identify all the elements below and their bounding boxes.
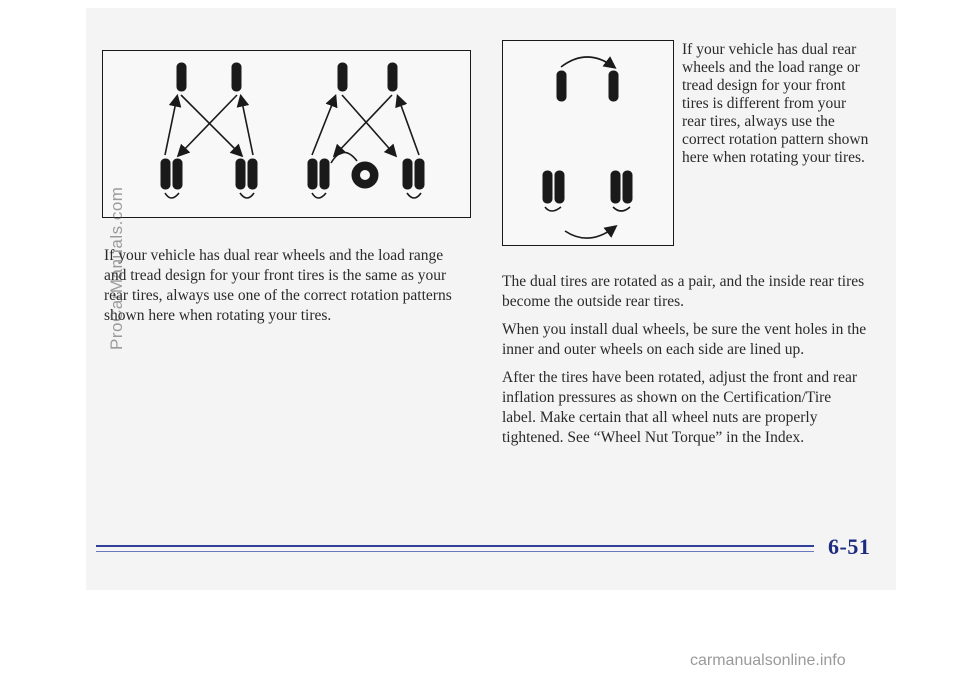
right-column-text: [502, 272, 868, 456]
rear-left-outer-tire: [543, 171, 552, 203]
arrow-front-left-to-rear-right: [181, 95, 241, 155]
arrow-front-right-to-rear-left: [335, 95, 392, 155]
page-number: 6-51: [828, 534, 871, 559]
rear-left-outer-tire: [308, 159, 317, 189]
footer-rule: [96, 545, 814, 547]
rear-right-inner-tire: [403, 159, 412, 189]
arrow-rear-left-to-front-left: [165, 97, 177, 155]
rear-right-swap-arc: [407, 193, 421, 198]
dual-tires-pair-text: The dual tires are rotated as a pair, and the inside rear tires become the outside rear tires.: [502, 273, 865, 310]
watermark-side-text: ProCarManuals.com: [107, 186, 126, 350]
footer-rule-thin: [96, 551, 814, 552]
front-right-tire: [232, 63, 241, 91]
pattern-two-panel: [308, 63, 424, 198]
rear-right-outer-tire: [248, 159, 257, 189]
rotation-diagram-same-tires-drawing: [103, 51, 470, 217]
arrow-front-swap: [561, 57, 614, 67]
front-left-tire: [557, 71, 566, 101]
rear-left-inner-tire: [173, 159, 182, 189]
rear-left-inner-tire: [555, 171, 564, 203]
arrow-rear-swap: [565, 227, 615, 238]
rear-left-inner-tire: [320, 159, 329, 189]
rear-right-outer-tire: [415, 159, 424, 189]
rear-left-swap-arc: [165, 193, 179, 198]
rotation-diagram-different-tires: [502, 40, 674, 246]
rear-left-swap-arc: [312, 193, 326, 198]
right-top-paragraph: [682, 41, 872, 175]
pattern-one-panel: [161, 63, 257, 198]
arrow-rear-right-to-front-right: [398, 97, 419, 155]
rear-left-outer-tire: [161, 159, 170, 189]
inflation-pressure-text: After the tires have been rotated, adjust the front and rear inflation pressures as shown on the Certification/Tire label. Make certain that all wheel nuts are properly tightened. See “Wheel Nut Torque” in the Index.: [502, 369, 858, 446]
rear-left-bracket: [545, 207, 561, 211]
dual-rear-same-tires-text: If your vehicle has dual rear wheels and the load range and tread design for your front tires is the same as your rear tires, always use one of the correct rotation patterns shown here when rotating your tires.: [104, 247, 452, 324]
rear-right-outer-tire: [623, 171, 632, 203]
rear-right-bracket: [613, 207, 630, 211]
front-right-tire: [609, 71, 618, 101]
front-left-tire: [338, 63, 347, 91]
dual-rear-different-tires-text: If your vehicle has dual rear wheels and the load range or tread design for your front tires is different from your rear tires, always use the correct rotation pattern shown here when rotating your tires.: [682, 41, 869, 166]
rotation-diagram-same-tires: [102, 50, 471, 218]
front-left-tire: [177, 63, 186, 91]
rear-right-swap-arc: [240, 193, 254, 198]
arrow-front-left-to-rear-right: [342, 95, 395, 155]
arrow-rear-right-to-front-right: [241, 97, 253, 155]
rear-right-inner-tire: [236, 159, 245, 189]
left-column-text: [104, 246, 464, 334]
vent-holes-text: When you install dual wheels, be sure the vent holes in the inner and outer wheels on each side are lined up.: [502, 321, 867, 358]
arrow-front-right-to-rear-left: [179, 95, 237, 155]
rear-right-inner-tire: [611, 171, 620, 203]
front-right-tire: [388, 63, 397, 91]
watermark-bottom-text: carmanualsonline.info: [690, 652, 846, 669]
arrow-rear-left-to-front-left: [312, 97, 335, 155]
rotation-diagram-different-tires-drawing: [503, 41, 673, 245]
